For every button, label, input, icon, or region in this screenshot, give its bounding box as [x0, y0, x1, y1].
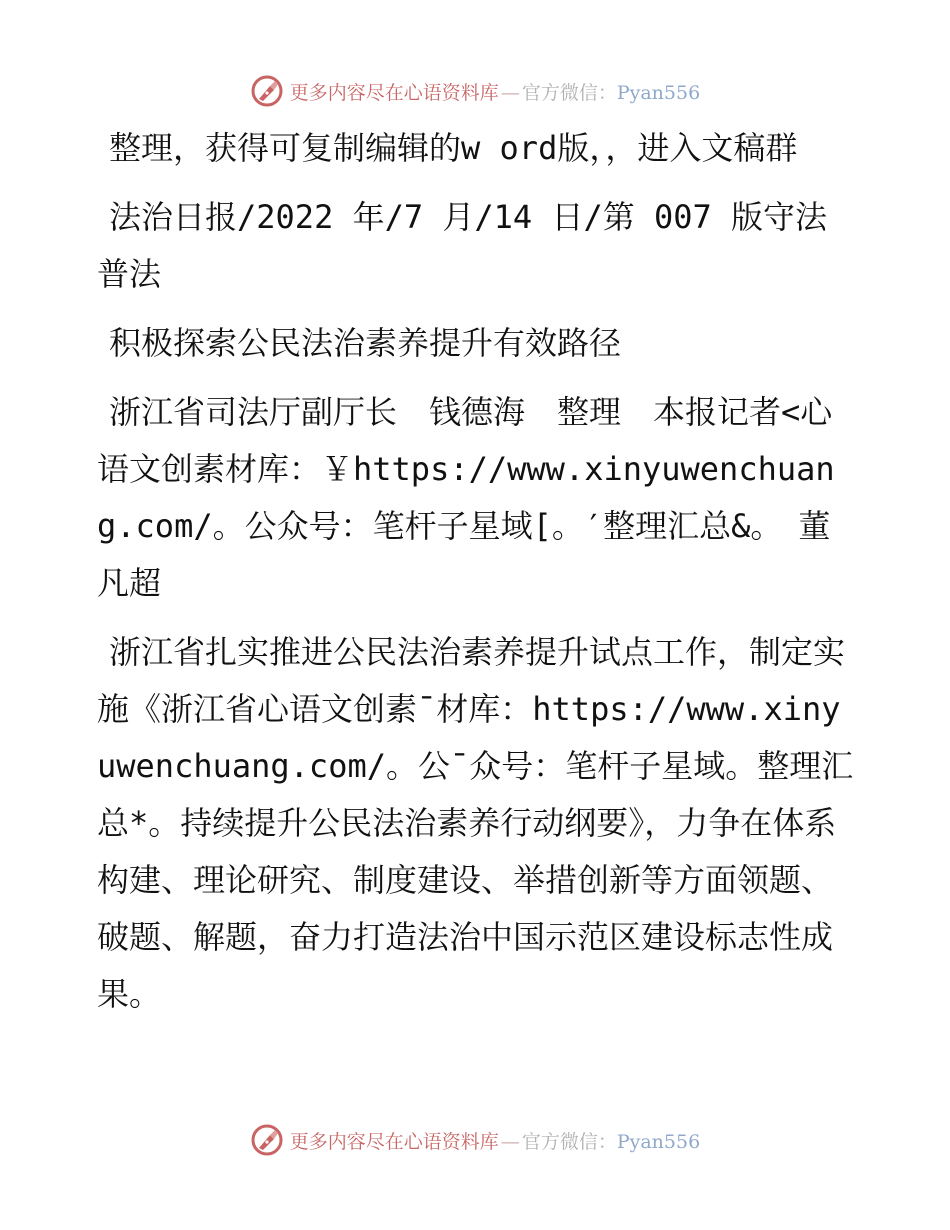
- footer-brand: 更多内容尽在心语资料库: [289, 1130, 499, 1153]
- footer-separator: —: [500, 1130, 520, 1153]
- header-brand: 更多内容尽在心语资料库: [289, 81, 499, 104]
- header-wechat-label: 官方微信：: [521, 81, 617, 104]
- footer-wechat-label: 官方微信：: [521, 1130, 617, 1153]
- header-banner-text: [290, 78, 700, 105]
- paragraph-body: 浙江省扎实推进公民法治素养提升试点工作，制定实施《浙江省心语文创素¯材库：https://www.xinyuwenchuang.com/。公¯众号：笔杆子星域。整理汇总*。持续提升公民法治素养行动纲要》，力争在体系构建、理论研究、制度建设、举措创新等方面领题、破题、解题，奋力打造法治中国示范区建设标志性成果。: [97, 633, 854, 1013]
- article-body: [97, 120, 857, 1035]
- header-separator: —: [500, 81, 520, 104]
- paragraph-note: 整理，获得可复制编辑的w ord版，，进入文稿群: [109, 129, 798, 167]
- footer-banner-text: [290, 1127, 700, 1154]
- header-banner: [0, 71, 950, 111]
- footer-banner-inner: [250, 1123, 700, 1157]
- paragraph-title: 积极探索公民法治素养提升有效路径: [109, 324, 622, 362]
- paragraph-byline: 浙江省司法厅副厅长 钱德海 整理 本报记者<心语文创素材库：￥https://www.xinyuwenchuang.com/。公众号：笔杆子星域[。′整理汇总&。 董凡超: [97, 393, 835, 602]
- pen-nib-logo-icon: [250, 74, 284, 108]
- header-wechat-id: Pyan556: [616, 81, 701, 104]
- paragraph-source: 法治日报/2022 年/7 月/14 日/第 007 版守法普法: [97, 198, 828, 293]
- footer-wechat-id: Pyan556: [616, 1130, 701, 1153]
- pen-nib-logo-icon: [250, 1123, 284, 1157]
- footer-banner: [0, 1120, 950, 1160]
- header-banner-inner: [250, 74, 700, 108]
